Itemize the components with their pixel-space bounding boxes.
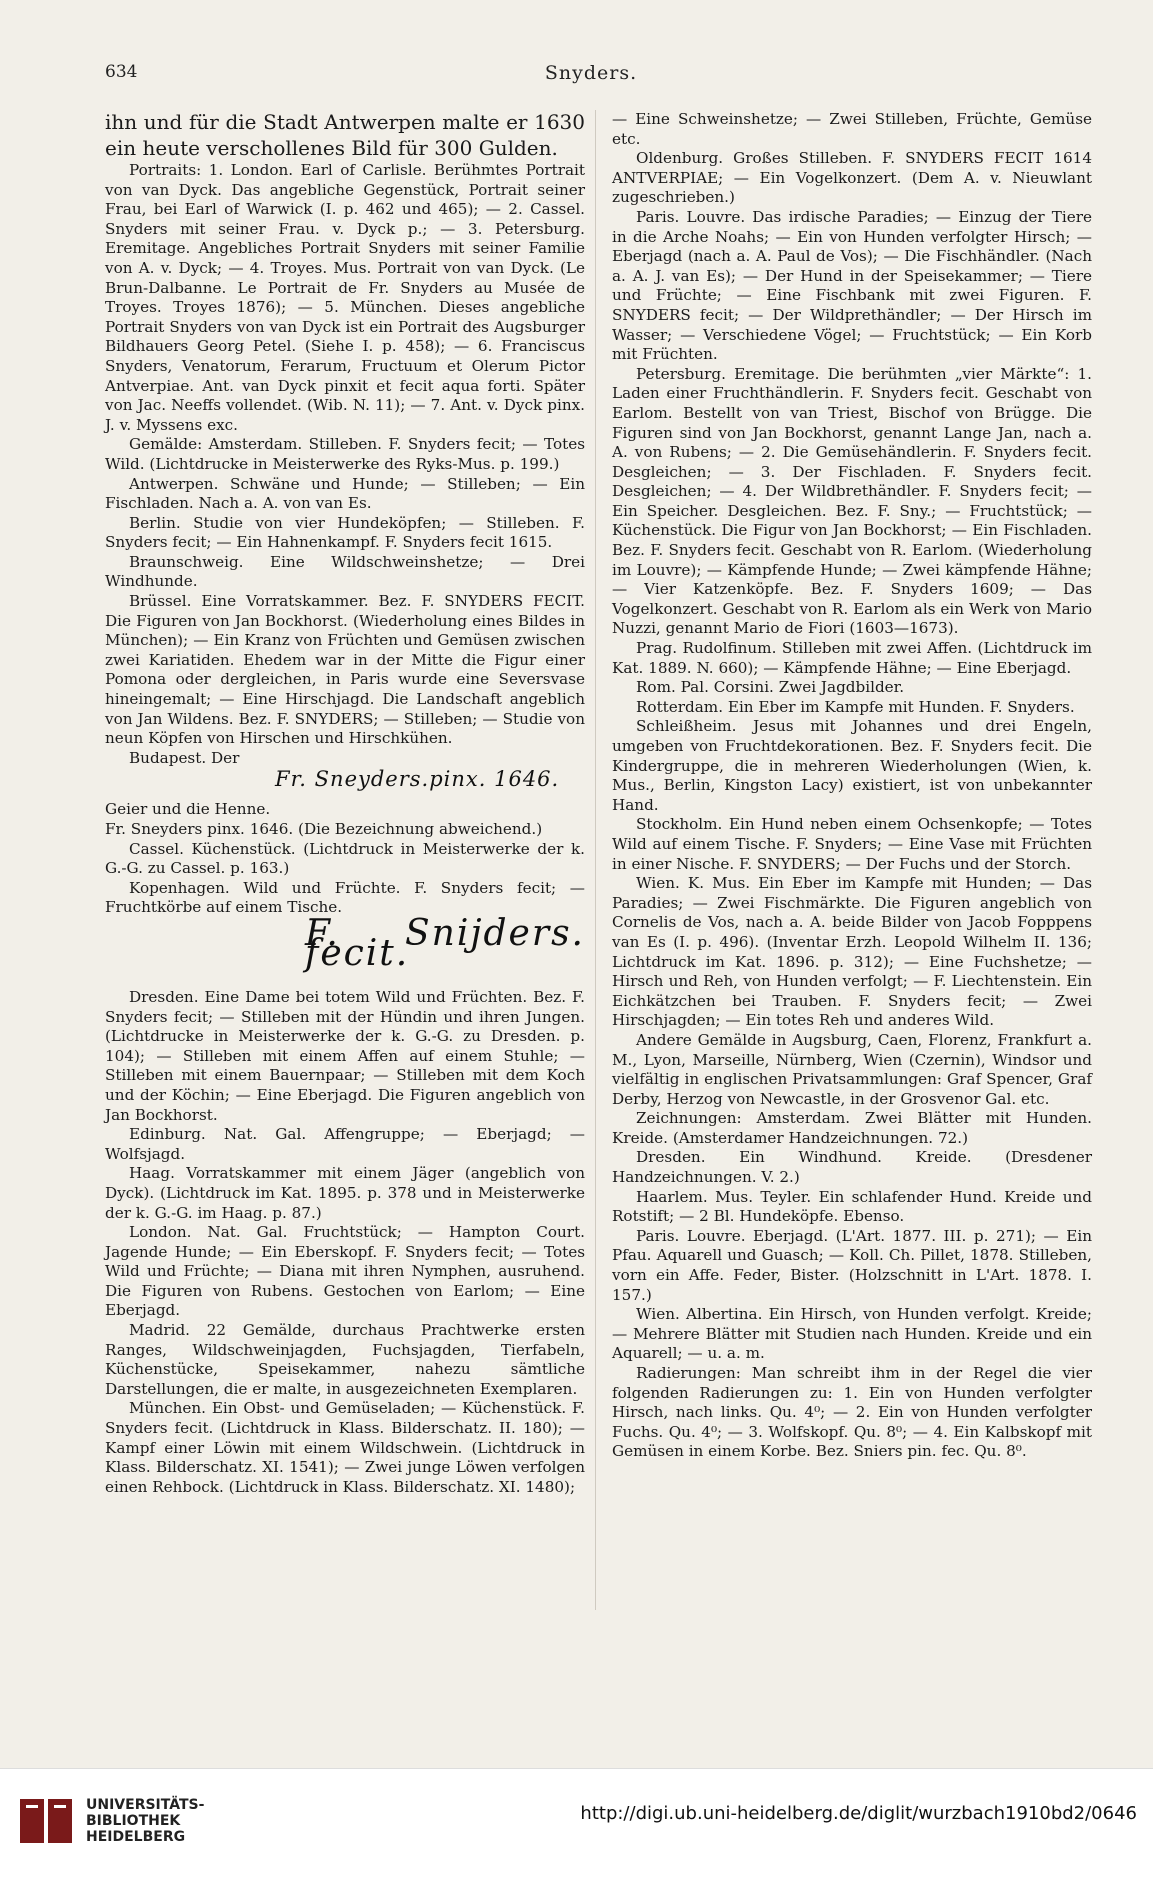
text-paragraph: Berlin. Studie von vier Hundeköpfen; — Stilleben. F. Snyders fecit; — Ein Hahnenkampf. F. Snyders fecit 1615.	[105, 513, 585, 552]
text-paragraph: — Eine Schweinshetze; — Zwei Stilleben, Früchte, Gemüse etc.	[612, 110, 1092, 148]
text-paragraph: Braunschweig. Eine Wildschweinshetze; — Drei Windhunde.	[105, 552, 585, 591]
text-paragraph: Gemälde: Amsterdam. Stilleben. F. Snyders fecit; — Totes Wild. (Lichtdrucke in Meisterwerke des Ryks-Mus. p. 199.)	[105, 435, 585, 473]
text-paragraph: Rotterdam. Ein Eber im Kampfe mit Hunden. F. Snyders.	[636, 697, 1075, 716]
text-paragraph: Geier und die Henne.	[105, 800, 271, 819]
page-number: 634	[105, 62, 138, 82]
text-paragraph: Madrid. 22 Gemälde, durchaus Prachtwerke ersten Ranges, Wildschweinjagden, Fuchsjagden, Tierfabeln, Küchenstücke, Speisekammer, nahezu sämtliche Darstellungen, die er malte, in ausgezeichneten Exemplaren.	[105, 1321, 585, 1398]
text-paragraph: Andere Gemälde in Augsburg, Caen, Florenz, Frankfurt a. M., Lyon, Marseille, Nürnberg, Wien (Czernin), Windsor und vielfältig in englischen Privatsammlungen: Graf Spencer, Graf Derby, Herzog von Newcastle, in der Grosvenor Gal. etc.	[612, 1030, 1092, 1108]
text-paragraph: Prag. Rudolfinum. Stilleben mit zwei Affen. (Lichtdruck im Kat. 1889. N. 660); — Kämpfende Hähne; — Eine Eberjagd.	[612, 639, 1092, 677]
library-name	[86, 1797, 204, 1845]
text-paragraph: London. Nat. Gal. Fruchtstück; — Hampton Court. Jagende Hunde; — Ein Eberskopf. F. Snyders fecit; — Totes Wild und Früchte; — Diana mit ihren Nymphen, ausruhend. Die Figuren von Rubens. Gestochen von Earlom; — Eine Eberjagd.	[105, 1223, 585, 1320]
column-divider	[595, 110, 596, 1610]
left-column	[105, 110, 585, 1497]
library-name-line: BIBLIOTHEK	[86, 1813, 181, 1829]
signature-text: F. Snijders. fecit.	[305, 912, 585, 974]
university-library-logo-icon	[16, 1791, 76, 1851]
text-paragraph: Cassel. Küchenstück. (Lichtdruck in Meisterwerke der k. G.-G. zu Cassel. p. 163.)	[105, 839, 585, 878]
library-name-line: HEIDELBERG	[86, 1829, 186, 1845]
text-paragraph: München. Ein Obst- und Gemüseladen; — Küchenstück. F. Snyders fecit. (Lichtdruck in Klass. Bilderschatz. II. 180); — Kampf einer Löwin mit einem Wildschwein. (Lichtdruck in Klass. Bilderschatz. XI. 1541); — Zwei junge Löwen verfolgen einen Rehbock. (Lichtdruck in Klass. Bilderschatz. XI. 1480);	[105, 1399, 585, 1496]
text-paragraph: Stockholm. Ein Hund neben einem Ochsenkopfe; — Totes Wild auf einem Tische. F. Snyders; — Eine Vase mit Früchten in einer Nische. F. SNYDERS; — Der Fuchs und der Storch.	[612, 815, 1092, 873]
text-paragraph: Wien. K. Mus. Ein Eber im Kampfe mit Hunden; — Das Paradies; — Zwei Fischmärkte. Die Figuren angeblich von Cornelis de Vos, nach a. A. beide Bilder von Jacob Fopppens van Es (I. p. 496). (Inventar Erzh. Leopold Wilhelm II. 136; Lichtdruck im Kat. 1896. p. 312); — Eine Fuchshetze; — Hirsch und Reh, von Hunden verfolgt; — F. Liechtenstein. Ein Eichkätzchen bei Trauben. F. Snyders fecit; — Zwei Hirschjagden; — Ein totes Reh und anderes Wild.	[612, 874, 1092, 1030]
signature-facsimile	[105, 768, 585, 800]
page-header	[105, 62, 1077, 84]
text-paragraph: Oldenburg. Großes Stilleben. F. SNYDERS FECIT 1614 ANTVERPIAE; — Ein Vogelkonzert. (Dem A. v. Nieuwlant zugeschrieben.)	[612, 149, 1092, 207]
text-paragraph: Budapest. Der	[129, 748, 240, 767]
right-column	[612, 110, 1092, 1462]
text-paragraph: Paris. Louvre. Eberjagd. (L'Art. 1877. III. p. 271); — Ein Pfau. Aquarell und Guasch; — Koll. Ch. Pillet, 1878. Stilleben, vorn ein Affe. Feder, Bister. (Holzschnitt in L'Art. 1878. I. 157.)	[612, 1226, 1092, 1304]
signature-text: Fr. Sneyders.pinx. 1646.	[275, 767, 560, 792]
text-paragraph: Radierungen: Man schreibt ihm in der Regel die vier folgenden Radierungen zu: 1. Ein von Hunden verfolgter Hirsch, nach links. Qu. 4⁰; — 2. Ein von Hunden verfolgter Fuchs. Qu. 4⁰; — 3. Wolfskopf. Qu. 8⁰; — 4. Ein Kalbskopf mit Gemüsen in einem Korbe. Bez. Sniers pin. fec. Qu. 8⁰.	[612, 1364, 1092, 1461]
text-paragraph: Dresden. Eine Dame bei totem Wild und Früchten. Bez. F. Snyders fecit; — Stilleben mit der Hündin und ihren Jungen. (Lichtdrucke in Meisterwerke der k. G.-G. zu Dresden. p. 104); — Stilleben mit einem Affen auf einem Stuhle; — Stilleben mit einem Bauernpaar; — Stilleben mit dem Koch und der Köchin; — Eine Eberjagd. Die Figuren angeblich von Jan Bockhorst.	[105, 987, 585, 1124]
text-paragraph: Haarlem. Mus. Teyler. Ein schlafender Hund. Kreide und Rotstift; — 2 Bl. Hundeköpfe. Ebenso.	[612, 1187, 1092, 1226]
text-paragraph: Dresden. Ein Windhund. Kreide. (Dresdener Handzeichnungen. V. 2.)	[612, 1148, 1092, 1187]
text-paragraph: Zeichnungen: Amsterdam. Zwei Blätter mit Hunden. Kreide. (Amsterdamer Handzeichnungen. 72.)	[612, 1109, 1092, 1147]
text-paragraph: Rom. Pal. Corsini. Zwei Jagdbilder.	[636, 678, 905, 697]
text-paragraph: Schleißheim. Jesus mit Johannes und drei Engeln, umgeben von Fruchtdekorationen. Bez. F. Snyders fecit. Die Kindergruppe, die in mehreren Wiederholungen (Wien, k. Mus., Berlin, Kingston Lacy) existiert, ist von unbekannter Hand.	[612, 717, 1092, 814]
library-name-line: UNIVERSITÄTS-	[86, 1797, 205, 1813]
text-paragraph: Antwerpen. Schwäne und Hunde; — Stilleben; — Ein Fischladen. Nach a. A. von van Es.	[105, 474, 585, 513]
text-paragraph: Paris. Louvre. Das irdische Paradies; — Einzug der Tiere in die Arche Noahs; — Ein von Hunden verfolgter Hirsch; — Eberjagd (nach a. A. Paul de Vos); — Die Fischhändler. (Nach a. A. J. van Es); — Der Hund in der Speisekammer; — Tiere und Früchte; — Eine Fischbank mit zwei Figuren. F. SNYDERS fecit; — Der Wildprethändler; — Der Hirsch im Wasser; — Verschiedene Vögel; — Fruchtstück; — Ein Korb mit Früchten.	[612, 207, 1092, 364]
text-paragraph: Petersburg. Eremitage. Die berühmten „vier Märkte“: 1. Laden einer Fruchthändlerin. F. Snyders fecit. Geschabt von Earlom. Bestellt von van Triest, Bischof von Brügge. Die Figuren sind von Jan Bockhorst, genannt Lange Jan, nach a. A. von Rubens; — 2. Die Gemüsehändlerin. F. Snyders fecit. Desgleichen; — 3. Der Fischladen. F. Snyders fecit. Desgleichen; — 4. Der Wildbrethändler. F. Snyders fecit; — Ein Speicher. Desgleichen. Bez. F. Sny.; — Fruchtstück; — Küchenstück. Die Figur von Jan Bockhorst; — Ein Fischladen. Bez. F. Snyders fecit. Geschabt von R. Earlom. (Wiederholung im Louvre); — Kämpfende Hunde; — Zwei kämpfende Hähne; — Vier Katzenköpfe. Bez. F. Snyders 1609; — Das Vogelkonzert. Geschabt von R. Earlom als ein Werk von Mario Nuzzi, genannt Mario de Fiori (1603—1673).	[612, 364, 1092, 638]
footer-bar	[0, 1768, 1153, 1877]
text-paragraph: Wien. Albertina. Ein Hirsch, von Hunden verfolgt. Kreide; — Mehrere Blätter mit Studien nach Hunden. Kreide und ein Aquarell; — u. a. m.	[612, 1305, 1092, 1363]
text-paragraph: Edinburg. Nat. Gal. Affengruppe; — Eberjagd; — Wolfsjagd.	[105, 1125, 585, 1163]
text-paragraph: Haag. Vorratskammer mit einem Jäger (angeblich von Dyck). (Lichtdruck im Kat. 1895. p. 378 und in Meisterwerke der k. G.-G. im Haag. p. 87.)	[105, 1164, 585, 1222]
source-url-link[interactable]: http://digi.ub.uni-heidelberg.de/diglit/wurzbach1910bd2/0646	[580, 1803, 1137, 1824]
text-paragraph: Kopenhagen. Wild und Früchte. F. Snyders fecit; — Fruchtkörbe auf einem Tische.	[105, 878, 585, 917]
text-paragraph: Brüssel. Eine Vorratskammer. Bez. F. SNYDERS FECIT. Die Figuren von Jan Bockhorst. (Wiederholung eines Bildes in München); — Ein Kranz von Früchten und Gemüsen zwischen zwei Kariatiden. Ehedem war in der Mitte die Figur einer Pomona oder dergleichen, in Paris wurde eine Seversvase hineingemalt; — Eine Hirschjagd. Die Landschaft angeblich von Jan Wildens. Bez. F. SNYDERS; — Stilleben; — Studie von neun Köpfen von Hirschen und Hirschkühen.	[105, 592, 585, 748]
running-head: Snyders.	[544, 62, 638, 84]
text-paragraph: Fr. Sneyders pinx. 1646. (Die Bezeichnung abweichend.)	[105, 820, 543, 838]
signature-facsimile	[105, 912, 585, 988]
text-paragraph: Portraits: 1. London. Earl of Carlisle. Berühmtes Portrait von van Dyck. Das angebliche Gegenstück, Portrait seiner Frau, bei Earl of Warwick (I. p. 462 und 465); — 2. Cassel. Snyders mit seiner Frau. v. Dyck p.; — 3. Petersburg. Eremitage. Angebliches Portrait Snyders mit seiner Familie von A. v. Dyck; — 4. Troyes. Mus. Portrait von van Dyck. (Le Brun-Dalbanne. Le Portrait de Fr. Snyders au Musée de Troyes. Troyes 1876); — 5. München. Dieses angebliche Portrait Snyders von van Dyck ist ein Portrait des Augsburger Bildhauers Georg Petel. (Siehe I. p. 458); — 6. Franciscus Snyders, Venatorum, Ferarum, Fructuum et Olerum Pictor Antverpiae. Ant. van Dyck pinxit et fecit aqua forti. Später von Jac. Neeffs vollendet. (Wib. N. 11); — 7. Ant. v. Dyck pinx. J. v. Myssens exc.	[105, 161, 585, 434]
text-paragraph: ihn und für die Stadt Antwerpen malte er 1630 ein heute verschollenes Bild für 300 Gulden.	[105, 110, 585, 160]
